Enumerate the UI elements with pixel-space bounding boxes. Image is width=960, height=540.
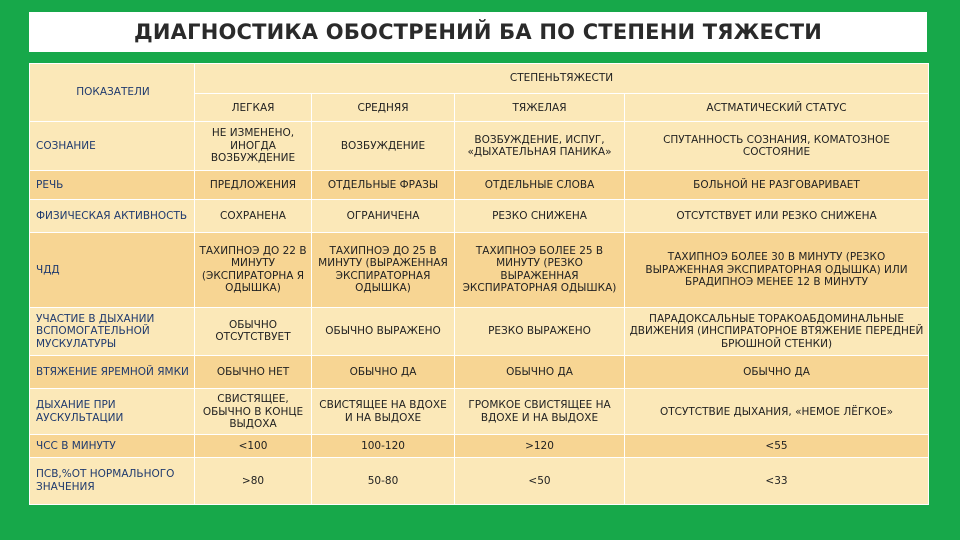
table-cell: ОБЫЧНО ОТСУТСТВУЕТ	[195, 307, 312, 355]
row-label: ДЫХАНИЕ ПРИ АУСКУЛЬТАЦИИ	[30, 389, 195, 435]
table-cell: СВИСТЯЩЕЕ, ОБЫЧНО В КОНЦЕ ВЫДОХА	[195, 389, 312, 435]
table-cell: ТАХИПНОЭ ДО 25 В МИНУТУ (ВЫРАЖЕННАЯ ЭКСПИРАТОРНАЯ ОДЫШКА)	[312, 233, 455, 308]
row-label: ВТЯЖЕНИЕ ЯРЕМНОЙ ЯМКИ	[30, 355, 195, 388]
table-cell: ОБЫЧНО ДА	[312, 355, 455, 388]
table-cell: ПАРАДОКСАЛЬНЫЕ ТОРАКОАБДОМИНАЛЬНЫЕ ДВИЖЕНИЯ (ИНСПИРАТОРНОЕ ВТЯЖЕНИЕ ПЕРЕДНЕЙ БРЮШНОЙ СТЕНКИ)	[625, 307, 929, 355]
table-cell: СВИСТЯЩЕЕ НА ВДОХЕ И НА ВЫДОХЕ	[312, 389, 455, 435]
table-cell: 100-120	[312, 435, 455, 457]
table-cell: РЕЗКО СНИЖЕНА	[455, 199, 625, 232]
table-cell: БОЛЬНОЙ НЕ РАЗГОВАРИВАЕТ	[625, 170, 929, 199]
severity-header: СТЕПЕНЬТЯЖЕСТИ	[195, 64, 929, 94]
table-cell: ОТСУТСТВУЕТ ИЛИ РЕЗКО СНИЖЕНА	[625, 199, 929, 232]
table-row	[30, 233, 929, 308]
table-cell: ОТДЕЛЬНЫЕ СЛОВА	[455, 170, 625, 199]
row-label: ЧСС В МИНУТУ	[30, 435, 195, 457]
table-row	[30, 457, 929, 504]
table-cell: ОБЫЧНО ДА	[625, 355, 929, 388]
row-label: РЕЧЬ	[30, 170, 195, 199]
table-cell: ТАХИПНОЭ БОЛЕЕ 25 В МИНУТУ (РЕЗКО ВЫРАЖЕННАЯ ЭКСПИРАТОРНАЯ ОДЫШКА)	[455, 233, 625, 308]
table-row	[30, 170, 929, 199]
severity-table	[29, 63, 929, 505]
table-cell: ВОЗБУЖДЕНИЕ, ИСПУГ, «ДЫХАТЕЛЬНАЯ ПАНИКА»	[455, 122, 625, 170]
table-cell: РЕЗКО ВЫРАЖЕНО	[455, 307, 625, 355]
table-cell: 50-80	[312, 457, 455, 504]
column-header: ТЯЖЕЛАЯ	[455, 94, 625, 122]
table-row	[30, 389, 929, 435]
table-cell: >120	[455, 435, 625, 457]
row-label: ПСВ,%ОТ НОРМАЛЬНОГО ЗНАЧЕНИЯ	[30, 457, 195, 504]
table-cell: СПУТАННОСТЬ СОЗНАНИЯ, КОМАТОЗНОЕ СОСТОЯНИЕ	[625, 122, 929, 170]
table-cell: <33	[625, 457, 929, 504]
table-cell: ГРОМКОЕ СВИСТЯЩЕЕ НА ВДОХЕ И НА ВЫДОХЕ	[455, 389, 625, 435]
table-cell: ТАХИПНОЭ БОЛЕЕ 30 В МИНУТУ (РЕЗКО ВЫРАЖЕННАЯ ЭКСПИРАТОРНАЯ ОДЫШКА) ИЛИ БРАДИПНОЭ МЕНЕЕ 12 В МИНУТУ	[625, 233, 929, 308]
table-row	[30, 307, 929, 355]
row-label: УЧАСТИЕ В ДЫХАНИИ ВСПОМОГАТЕЛЬНОЙ МУСКУЛАТУРЫ	[30, 307, 195, 355]
table-row	[30, 199, 929, 232]
table-row	[30, 435, 929, 457]
table-cell: <55	[625, 435, 929, 457]
table-cell: ОТСУТСТВИЕ ДЫХАНИЯ, «НЕМОЕ ЛЁГКОЕ»	[625, 389, 929, 435]
table-cell: >80	[195, 457, 312, 504]
table-cell: ПРЕДЛОЖЕНИЯ	[195, 170, 312, 199]
table-cell: ТАХИПНОЭ ДО 22 В МИНУТУ (ЭКСПИРАТОРНА Я ОДЫШКА)	[195, 233, 312, 308]
table-cell: ОБЫЧНО ВЫРАЖЕНО	[312, 307, 455, 355]
row-label: ФИЗИЧЕСКАЯ АКТИВНОСТЬ	[30, 199, 195, 232]
table-row	[30, 122, 929, 170]
table-cell: ОБЫЧНО ДА	[455, 355, 625, 388]
indicator-header: ПОКАЗАТЕЛИ	[30, 64, 195, 122]
table-cell: ВОЗБУЖДЕНИЕ	[312, 122, 455, 170]
table-cell: СОХРАНЕНА	[195, 199, 312, 232]
title-banner	[29, 12, 927, 52]
table-cell: ОБЫЧНО НЕТ	[195, 355, 312, 388]
table-cell: НЕ ИЗМЕНЕНО, ИНОГДА ВОЗБУЖДЕНИЕ	[195, 122, 312, 170]
page-title: ДИАГНОСТИКА ОБОСТРЕНИЙ БА ПО СТЕПЕНИ ТЯЖЕСТИ	[133, 20, 823, 44]
row-label: ЧДД	[30, 233, 195, 308]
table-header-row	[30, 64, 929, 94]
column-header: ЛЕГКАЯ	[195, 94, 312, 122]
row-label: СОЗНАНИЕ	[30, 122, 195, 170]
table-cell: <50	[455, 457, 625, 504]
table-row	[30, 355, 929, 388]
table-cell: ОГРАНИЧЕНА	[312, 199, 455, 232]
table-cell: ОТДЕЛЬНЫЕ ФРАЗЫ	[312, 170, 455, 199]
column-header: СРЕДНЯЯ	[312, 94, 455, 122]
column-header: АСТМАТИЧЕСКИЙ СТАТУС	[625, 94, 929, 122]
table-cell: <100	[195, 435, 312, 457]
